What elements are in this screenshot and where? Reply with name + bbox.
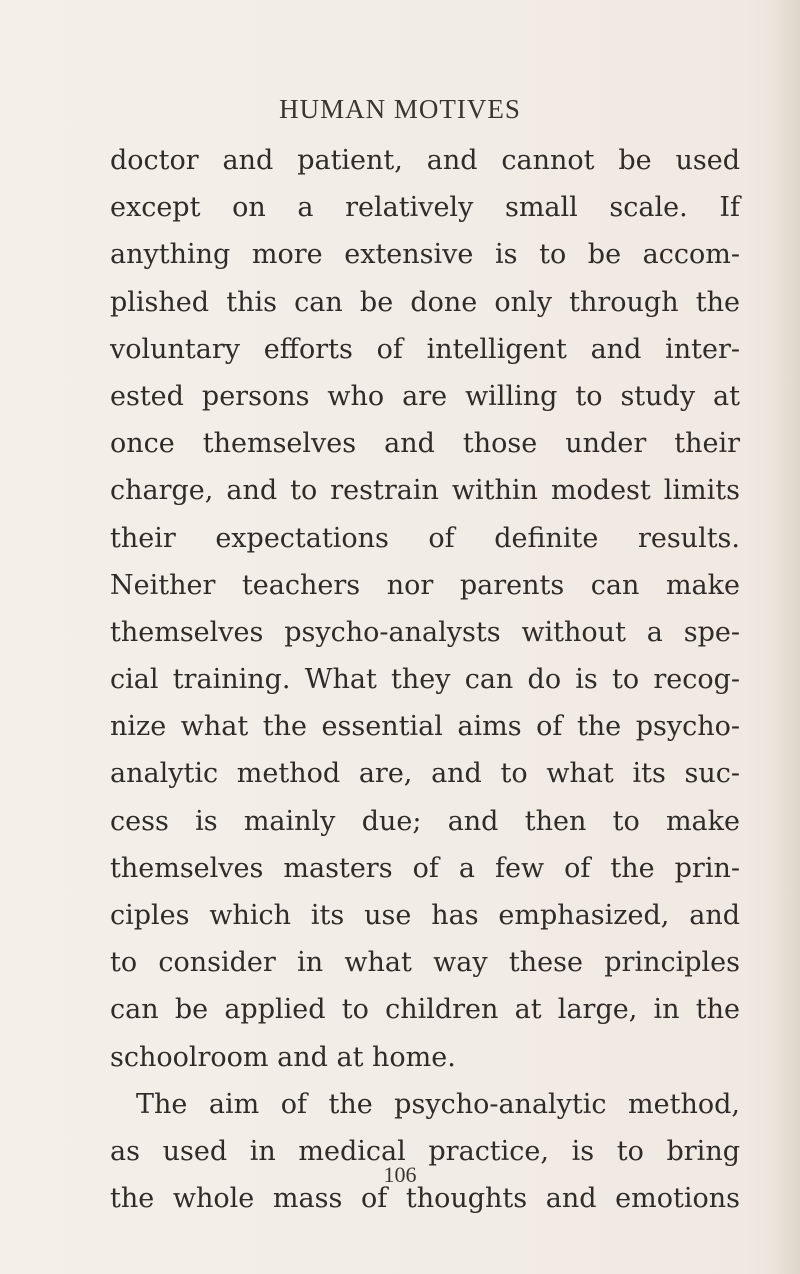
text-line: as used in medical practice, is to bring [110,1135,740,1167]
text-line: themselves psycho-analysts without a spe- [110,616,740,648]
text-line: themselves masters of a few of the prin- [110,852,740,884]
text-line: anything more extensive is to be accom- [110,239,740,271]
text-line: nize what the essential aims of the psycho- [110,711,740,743]
text-line: once themselves and those under their [110,428,740,460]
text-line: can be applied to children at large, in the [110,994,740,1026]
running-head: HUMAN MOTIVES [279,94,521,124]
page-edge-shadow [774,0,800,1274]
text-line: to consider in what way these principles [110,947,740,979]
text-line: charge, and to restrain within modest limits [110,475,740,507]
text-line: analytic method are, and to what its suc- [110,758,740,790]
text-line: Neither teachers nor parents can make [110,569,740,601]
body-text [110,137,740,1222]
page-number: 106 [383,1162,417,1187]
text-line: plished this can be done only through the [110,286,740,318]
text-line: cess is mainly due; and then to make [110,805,740,837]
paragraph-first-line: The aim of the psycho-analytic method, [136,1088,740,1120]
text-line: doctor and patient, and cannot be used [110,145,740,176]
text-line: the whole mass of thoughts and emotions [110,1183,740,1215]
text-line: ciples which its use has emphasized, and [110,900,740,931]
text-line: voluntary efforts of intelligent and inter- [110,333,740,365]
text-line: cial training. What they can do is to recog- [110,664,740,696]
text-line: ested persons who are willing to study at [110,380,740,412]
text-line: their expectations of definite results. [110,522,740,554]
paragraph-last-line: schoolroom and at home. [110,1041,456,1073]
text-line: except on a relatively small scale. If [110,192,740,224]
